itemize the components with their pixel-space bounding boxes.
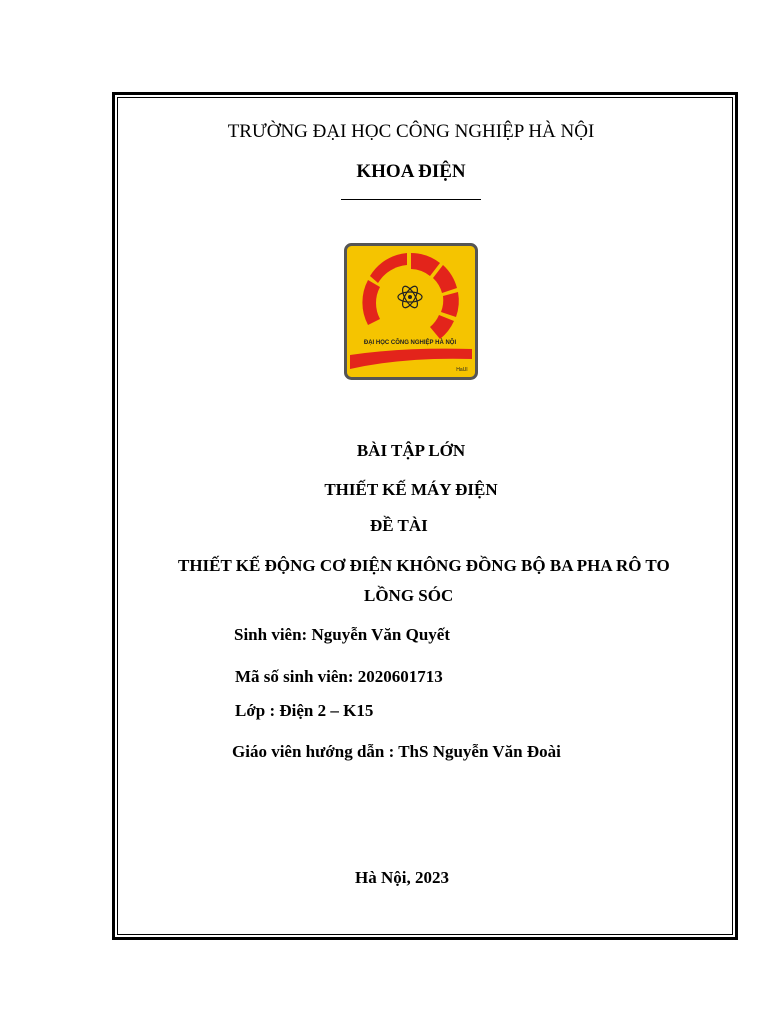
haui-logo-icon bbox=[344, 243, 478, 380]
logo-mark: HaUI bbox=[456, 367, 468, 373]
place-date: Hà Nội, 2023 bbox=[355, 868, 449, 887]
topic-line-1: THIẾT KẾ ĐỘNG CƠ ĐIỆN KHÔNG ĐỒNG BỘ BA PHA RÔ TO bbox=[178, 556, 670, 575]
header-divider bbox=[341, 199, 481, 200]
class-name: Lớp : Điện 2 – K15 bbox=[235, 701, 374, 720]
report-type: BÀI TẬP LỚN bbox=[356, 441, 466, 460]
faculty-name: KHOA ĐIỆN bbox=[356, 161, 466, 182]
topic-label: ĐỀ TÀI bbox=[370, 516, 428, 535]
course-name: THIẾT KẾ MÁY ĐIỆN bbox=[324, 480, 498, 499]
topic-line-2: LỒNG SÓC bbox=[364, 586, 454, 605]
student-name: Sinh viên: Nguyễn Văn Quyết bbox=[234, 625, 451, 644]
logo-text: ĐẠI HỌC CÔNG NGHIỆP HÀ NỘI bbox=[363, 340, 457, 346]
student-id: Mã số sinh viên: 2020601713 bbox=[235, 667, 443, 686]
advisor-name: Giáo viên hướng dẫn : ThS Nguyễn Văn Đoài bbox=[232, 742, 561, 761]
school-name: TRƯỜNG ĐẠI HỌC CÔNG NGHIỆP HÀ NỘI bbox=[227, 121, 595, 142]
